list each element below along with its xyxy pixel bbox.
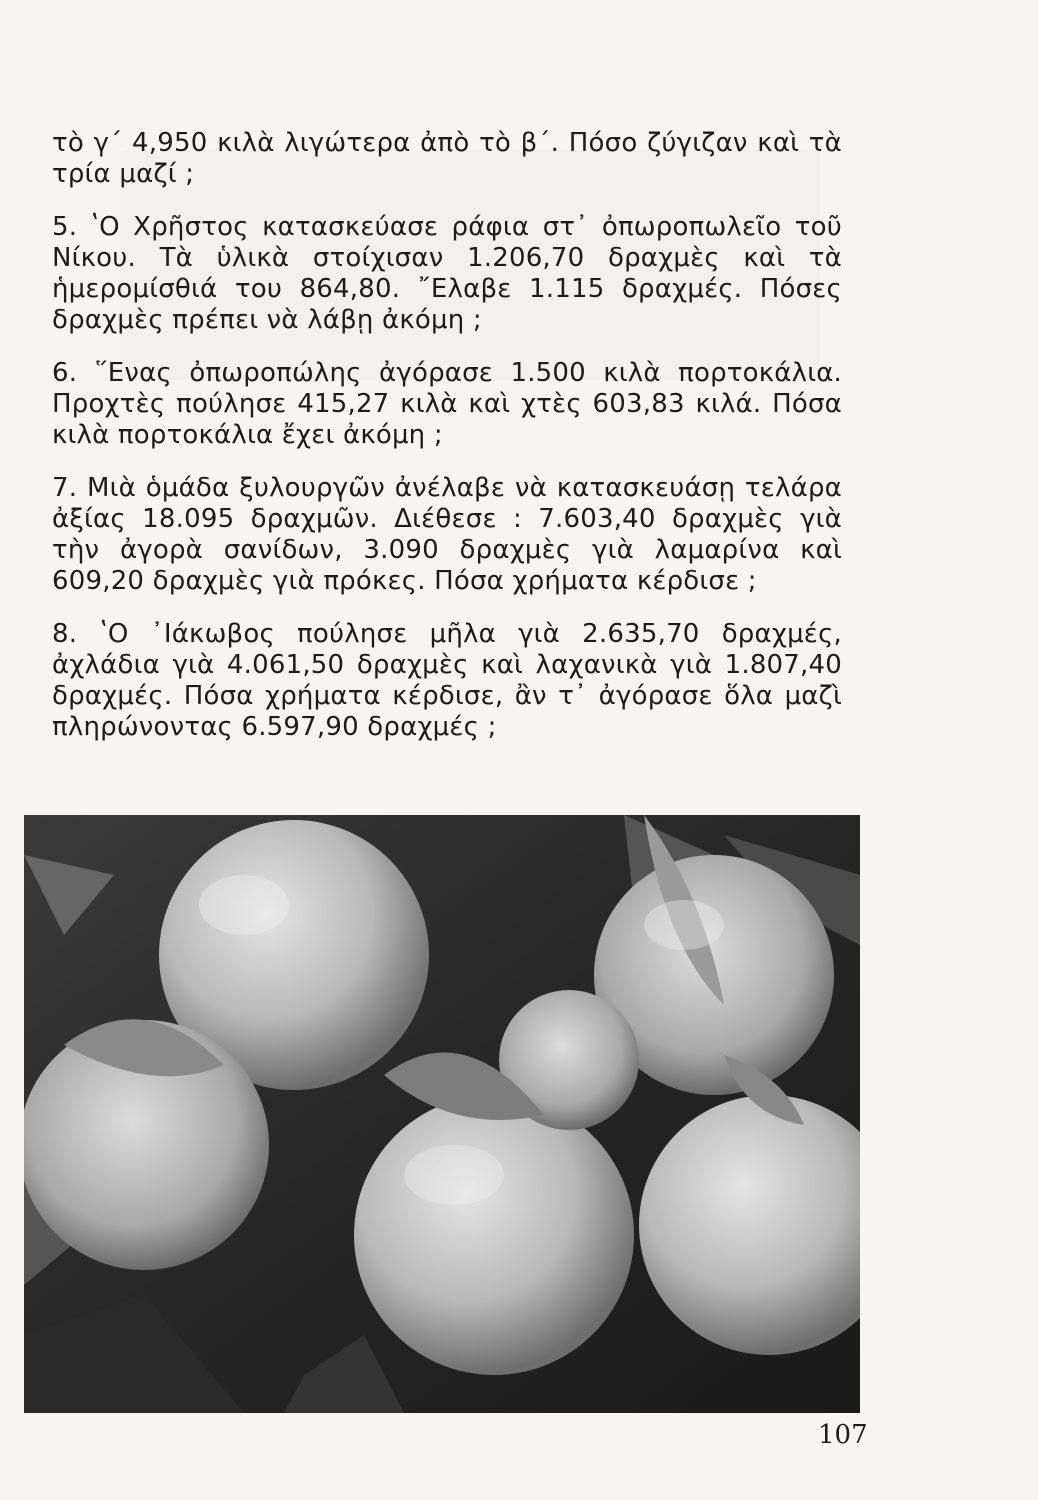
exercise-8: 8. ʽΟ ᾿Ιάκωβος πούλησε μῆλα γιὰ 2.635,70 δραχμές, ἀχλάδια γιὰ 4.061,50 δραχμὲς καὶ λαχανικὰ γιὰ 1.807,40 δραχμές. Πόσα χρήματα κέρδισε, ἂν τ᾽ ἀγόρασε ὅλα μαζὶ πληρώνοντας 6.597,90 δραχμές ; <box>52 619 842 742</box>
exercise-7: 7. Μιὰ ὁμάδα ξυλουργῶν ἀνέλαβε νὰ κατασκευάσῃ τελάρα ἀξίας 18.095 δραχμῶν. Διέθεσε : 7.603,40 δραχμὲς γιὰ τὴν ἀγορὰ σανίδων, 3.090 δραχμὲς γιὰ λαμαρίνα καὶ 609,20 δραχμὲς γιὰ πρόκες. Πόσα χρήματα κέρδισε ; <box>52 473 842 596</box>
exercise-text <box>52 128 842 765</box>
page-number: 107 <box>818 1420 868 1450</box>
exercise-6: 6. ῞Ενας ὀπωροπώλης ἀγόρασε 1.500 κιλὰ πορτοκάλια. Προχτὲς πούλησε 415,27 κιλὰ καὶ χτὲς 603,83 κιλά. Πόσα κιλὰ πορτοκάλια ἔχει ἀκόμη ; <box>52 358 842 450</box>
oranges-photo <box>24 815 860 1413</box>
exercise-5: 5. ʽΟ Χρῆστος κατασκεύασε ράφια στ᾽ ὀπωροπωλεῖο τοῦ Νίκου. Τὰ ὑλικὰ στοίχισαν 1.206,70 δραχμὲς καὶ τὰ ἡμερομίσθιά του 864,80. ῎Ελαβε 1.115 δραχμές. Πόσες δραχμὲς πρέπει νὰ λάβῃ ἀκόμη ; <box>52 212 842 335</box>
paragraph-continuation: τὸ γ΄ 4,950 κιλὰ λιγώτερα ἀπὸ τὸ β΄. Πόσο ζύγιζαν καὶ τὰ τρία μαζί ; <box>52 128 842 189</box>
